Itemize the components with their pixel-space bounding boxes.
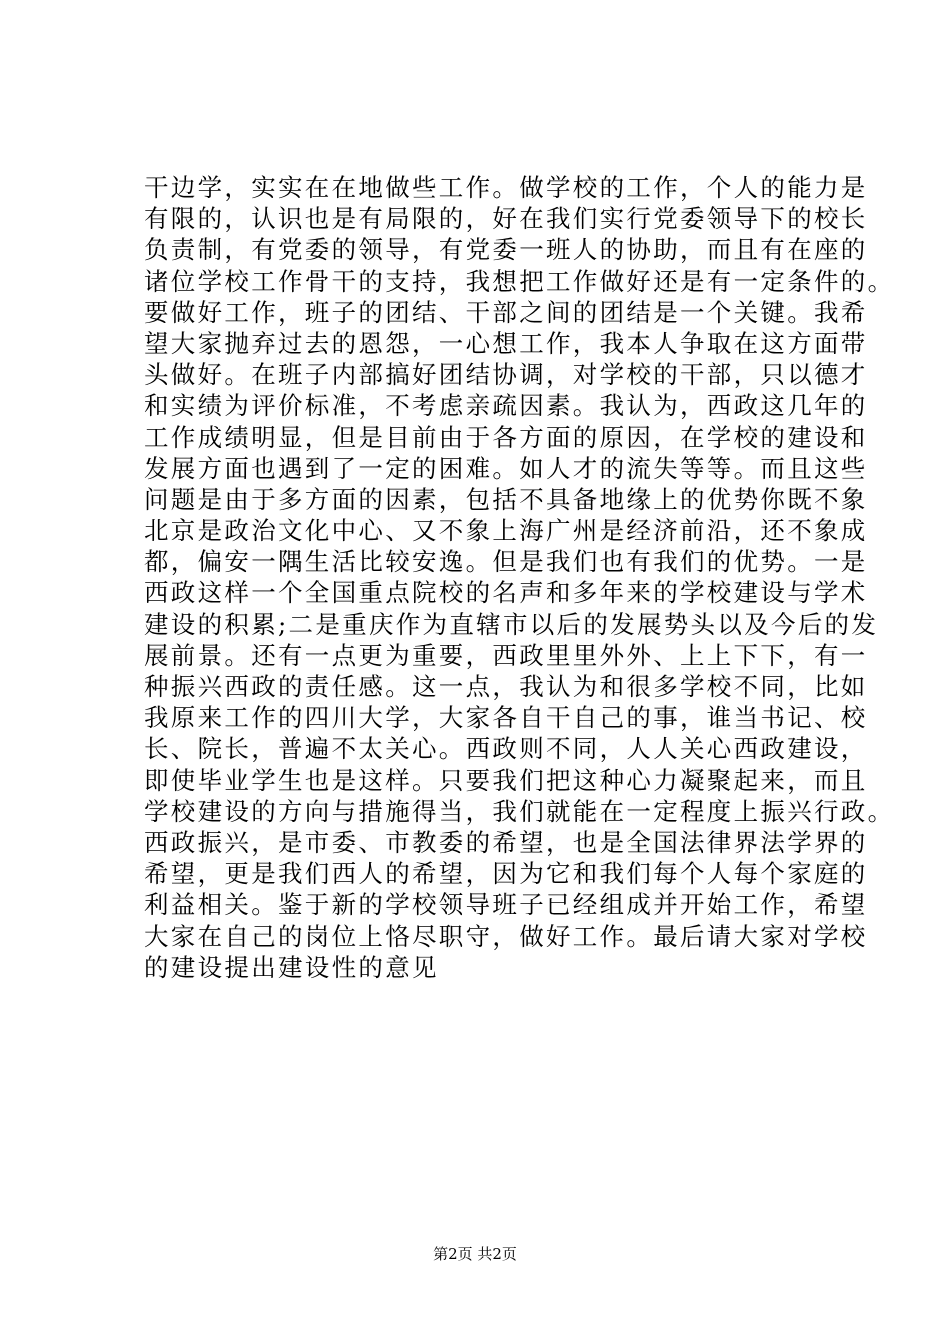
- text-line: 长、院长，普遍不太关心。西政则不同，人人关心西政建设，: [144, 734, 868, 764]
- text-line: 和实绩为评价标准，不考虑亲疏因素。我认为，西政这几年的: [144, 391, 868, 421]
- text-line: 问题是由于多方面的因素，包括不具备地缘上的优势你既不象: [144, 484, 868, 514]
- text-line: 头做好。在班子内部搞好团结协调，对学校的干部，只以德才: [144, 360, 868, 390]
- text-line: 诸位学校工作骨干的支持，我想把工作做好还是有一定条件的。: [144, 266, 895, 296]
- text-line: 利益相关。鉴于新的学校领导班子已经组成并开始工作，希望: [144, 890, 868, 920]
- text-line: 西政振兴，是市委、市教委的希望，也是全国法律界法学界的: [144, 827, 868, 857]
- text-line: 我原来工作的四川大学，大家各自干自己的事，谁当书记、校: [144, 703, 868, 733]
- text-line: 干边学，实实在在地做些工作。做学校的工作，个人的能力是: [144, 173, 868, 202]
- body-paragraph: [144, 172, 895, 983]
- text-line: 希望，更是我们西人的希望，因为它和我们每个人每个家庭的: [144, 859, 868, 889]
- text-line: 西政这样一个全国重点院校的名声和多年来的学校建设与学术: [144, 578, 868, 608]
- text-line: 大家在自己的岗位上恪尽职守，做好工作。最后请大家对学校: [144, 921, 868, 951]
- text-line: 种振兴西政的责任感。这一点，我认为和很多学校不同，比如: [144, 672, 868, 701]
- text-line: 学校建设的方向与措施得当，我们就能在一定程度上振兴行政。: [144, 796, 895, 826]
- page-number-footer: 第2页 共2页: [433, 1245, 517, 1263]
- text-line: 工作成绩明显，但是目前由于各方面的原因，在学校的建设和: [144, 422, 868, 452]
- text-line: 负责制，有党委的领导，有党委一班人的协助，而且有在座的: [144, 235, 868, 265]
- text-line: 北京是政治文化中心、又不象上海广州是经济前沿，还不象成: [144, 516, 868, 546]
- text-line: 望大家抛弃过去的恩怨，一心想工作，我本人争取在这方面带: [144, 328, 868, 358]
- text-line: 建设的积累;二是重庆作为直辖市以后的发展势头以及今后的发: [144, 609, 879, 639]
- text-line: 都，偏安一隅生活比较安逸。但是我们也有我们的优势。一是: [144, 547, 868, 577]
- text-line: 发展方面也遇到了一定的困难。如人才的流失等等。而且这些: [144, 453, 868, 483]
- text-line: 的建设提出建设性的意见: [144, 952, 439, 982]
- text-line: 有限的，认识也是有局限的，好在我们实行党委领导下的校长: [144, 204, 868, 234]
- text-line: 即使毕业学生也是这样。只要我们把这种心力凝聚起来，而且: [144, 765, 868, 795]
- text-line: 要做好工作，班子的团结、干部之间的团结是一个关键。我希: [144, 297, 868, 327]
- text-line: 展前景。还有一点更为重要，西政里里外外、上上下下，有一: [144, 640, 868, 670]
